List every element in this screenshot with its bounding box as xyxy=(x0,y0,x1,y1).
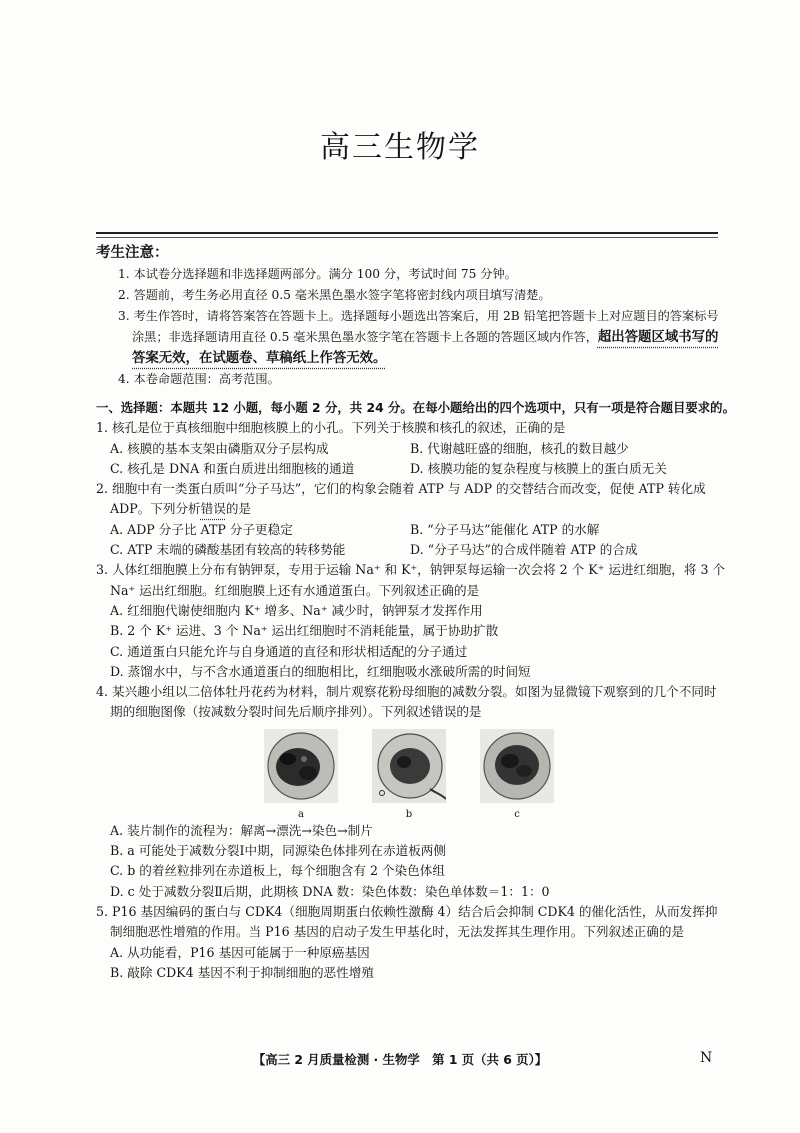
figure-label-b: b xyxy=(405,808,413,820)
notice-item-3-text: 3. 考生作答时，请将答案答在答题卡上。选择题每小题选出答案后，用 2B 铅笔把答题卡上对应题目的答案标号涂黑；非选择题请用直径 0.5 毫米黑色墨水签字笔在答题卡上各题的答题区域内作答， xyxy=(118,309,719,344)
page-title: 高三生物学 xyxy=(320,130,480,165)
question-2-emphasis: 错误 xyxy=(200,501,226,517)
q1-option-c: C. 核孔是 DNA 和蛋白质进出细胞核的通道 xyxy=(110,460,355,476)
notice-item-3-emphasis: 超出答题区域书写的答案无效，在试题卷、草稿纸上作答无效。 xyxy=(132,330,719,366)
q2-option-d: D. “分子马达”的合成伴随着 ATP 的合成 xyxy=(410,542,638,558)
q3-option-c: C. 通道蛋白只能允许与自身通道的直径和形状相适配的分子通过 xyxy=(110,643,468,659)
question-5-stem: 5. P16 基因编码的蛋白与 CDK4（细胞周期蛋白依赖性激酶 4）结合后会抑制 CDK4 的催化活性，从而发挥抑制细胞恶性增殖的作用。当 P16 基因的启动子发生甲基化时，无法发挥其生理作用。下列叙述正确的是 xyxy=(96,903,718,940)
micrograph-c xyxy=(480,729,554,820)
q1-option-d: D. 核膜功能的复杂程度与核膜上的蛋白质无关 xyxy=(410,460,667,476)
q4-option-d: D. c 处于减数分裂Ⅱ后期，此期核 DNA 数：染色体数：染色单体数＝1：1：0 xyxy=(110,883,550,899)
cell-image-a xyxy=(264,729,338,803)
page-footer: 【高三 2 月质量检测 · 生物学 第 1 页（共 6 页）】 xyxy=(252,1052,548,1067)
q2-option-b: B. “分子马达”能催化 ATP 的水解 xyxy=(410,521,600,537)
question-4-stem: 4. 某兴趣小组以二倍体牡丹花药为材料，制片观察花粉母细胞的减数分裂。如图为显微镜下观察到的几个不同时期的细胞图像（按减数分裂时间先后顺序排列）。下列叙述错误的是 xyxy=(96,684,717,720)
question-2-stem-end: 的是 xyxy=(225,501,252,517)
notice-item-2: 2. 答题前，考生务必用直径 0.5 毫米黑色墨水签字笔将密封线内项目填写清楚。 xyxy=(118,288,551,302)
micrograph-b xyxy=(372,729,446,820)
section-heading: 一、选择题：本题共 12 小题，每小题 2 分，共 24 分。在每小题给出的四个选项中，只有一项是符合题目要求的。 xyxy=(96,400,735,415)
micrograph-figures xyxy=(96,729,728,820)
notice-item-3 xyxy=(96,306,726,369)
figure-label-c: c xyxy=(514,808,520,820)
question-1-stem: 1. 核孔是位于真核细胞中细胞核膜上的小孔。下列关于核膜和核孔的叙述，正确的是 xyxy=(96,420,566,436)
divider-thin xyxy=(96,237,718,238)
question-body xyxy=(96,398,735,983)
q5-option-a: A. 从功能看，P16 基因可能属于一种原癌基因 xyxy=(110,944,370,960)
q3-option-a: A. 红细胞代谢使细胞内 K⁺ 增多、Na⁺ 减少时，钠钾泵才发挥作用 xyxy=(110,602,483,618)
notice-item-4: 4. 本卷命题范围：高考范围。 xyxy=(118,372,280,386)
notice-item-1: 1. 本试卷分选择题和非选择题两部分。满分 100 分，考试时间 75 分钟。 xyxy=(118,267,517,281)
cell-image-b xyxy=(372,729,446,803)
question-1 xyxy=(96,418,728,479)
question-2-stem: 2. 细胞中有一类蛋白质叫“分子马达”，它们的构象会随着 ATP 与 ADP 的交替结合而改变，促使 ATP 转化成 ADP。下列分析 xyxy=(96,481,706,517)
q1-option-a: A. 核膜的基本支架由磷脂双分子层构成 xyxy=(110,440,329,456)
figure-label-a: a xyxy=(298,808,304,820)
q4-option-a: A. 装片制作的流程为：解离→漂洗→染色→制片 xyxy=(110,822,373,838)
q4-option-b: B. a 可能处于减数分裂Ⅰ中期，同源染色体排列在赤道板两侧 xyxy=(110,843,446,859)
notice-heading: 考生注意： xyxy=(96,245,169,261)
q1-option-b: B. 代谢越旺盛的细胞，核孔的数目越少 xyxy=(410,440,629,456)
question-3-stem: 3. 人体红细胞膜上分布有钠钾泵，专用于运输 Na⁺ 和 K⁺，钠钾泵每运输一次会将 2 个 K⁺ 运进红细胞，将 3 个 Na⁺ 运出红细胞。红细胞膜上还有水通道蛋白。下列叙述正确的是 xyxy=(96,562,726,598)
q2-option-a: A. ADP 分子比 ATP 分子更稳定 xyxy=(110,521,293,537)
divider-thick xyxy=(96,232,718,234)
q5-option-b: B. 敲除 CDK4 基因不利于抑制细胞的恶性增殖 xyxy=(110,964,374,980)
candidate-notice xyxy=(96,241,726,390)
micrograph-a xyxy=(264,729,338,820)
q3-option-b: B. 2 个 K⁺ 运进、3 个 Na⁺ 运出红细胞时不消耗能量，属于协助扩散 xyxy=(110,623,499,639)
corner-mark: N xyxy=(700,1050,713,1066)
q4-option-c: C. b 的着丝粒排列在赤道板上，每个细胞含有 2 个染色体组 xyxy=(110,863,445,879)
cell-image-c xyxy=(480,729,554,803)
q2-option-c: C. ATP 末端的磷酸基团有较高的转移势能 xyxy=(110,542,346,558)
q3-option-d: D. 蒸馏水中，与不含水通道蛋白的细胞相比，红细胞吸水涨破所需的时间短 xyxy=(110,663,531,679)
question-2 xyxy=(96,479,728,520)
